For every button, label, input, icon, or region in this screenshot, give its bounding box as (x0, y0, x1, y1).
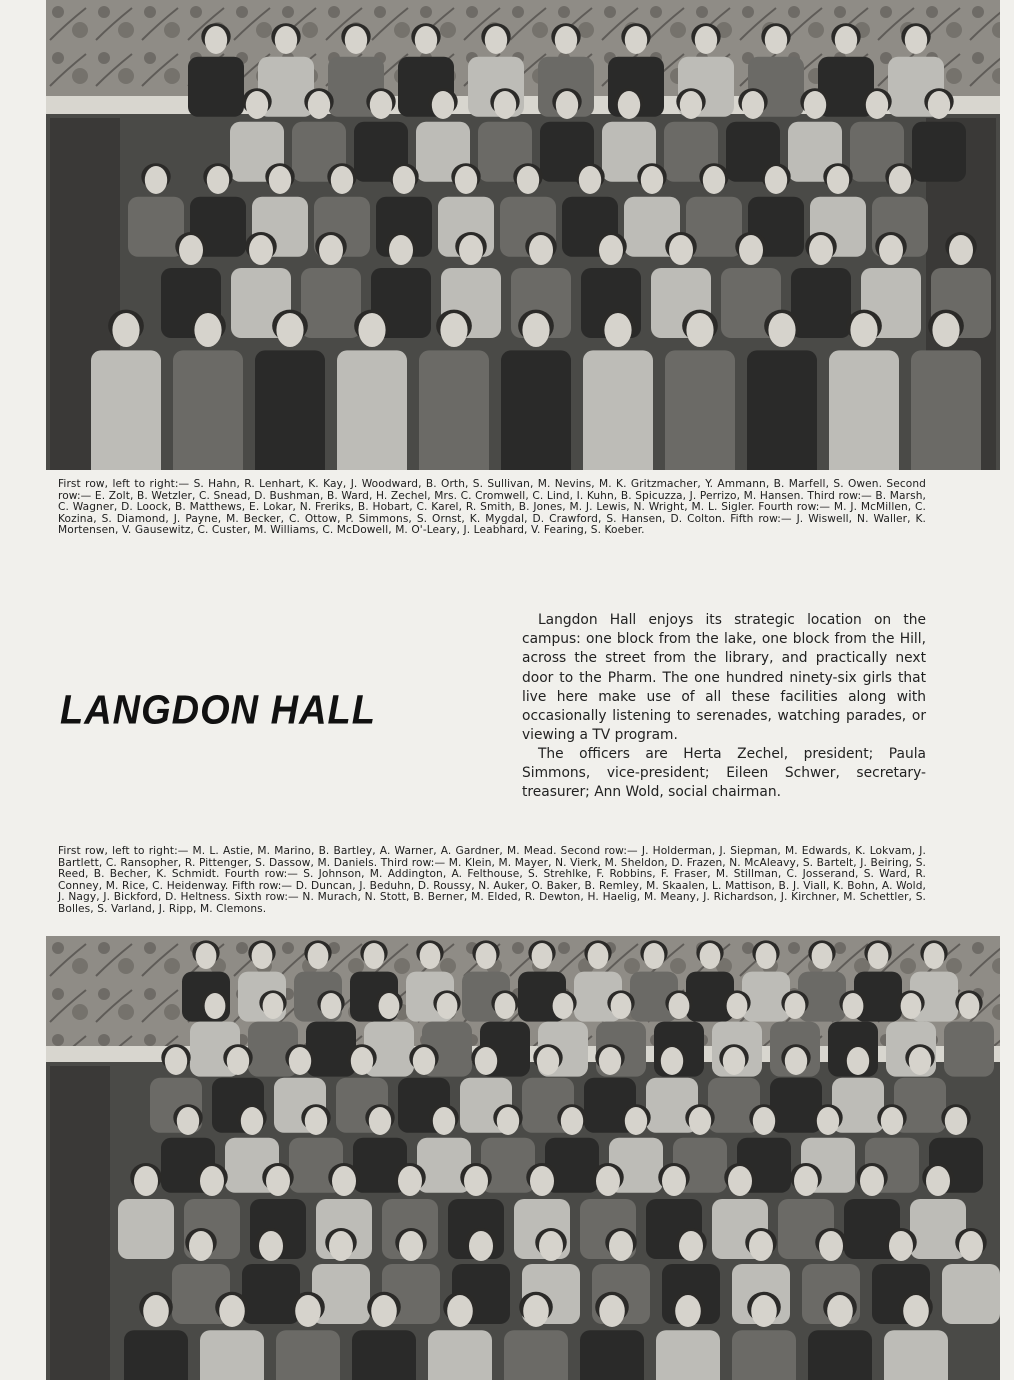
person-face (351, 1047, 373, 1075)
person-body (188, 57, 244, 117)
person-face (134, 1166, 158, 1196)
person-face (794, 1166, 818, 1196)
person-face (723, 1047, 745, 1075)
person-face (604, 313, 631, 347)
group-photo-bottom (46, 936, 1000, 1380)
person-face (727, 993, 748, 1019)
person-face (241, 1107, 263, 1135)
person-face (785, 1047, 807, 1075)
person-face (618, 91, 640, 119)
person-face (835, 26, 857, 54)
person-face (556, 91, 578, 119)
person-body (944, 1022, 994, 1077)
person-face (695, 26, 717, 54)
person-face (329, 1231, 353, 1261)
person-face (804, 91, 826, 119)
person-body (742, 972, 790, 1022)
person-face (669, 993, 690, 1019)
person-body (501, 350, 571, 470)
person-face (611, 993, 632, 1019)
person-face (679, 1231, 703, 1261)
person-body (200, 1330, 264, 1380)
person-face (289, 1047, 311, 1075)
person-face (530, 1166, 554, 1196)
person-face (532, 943, 553, 969)
person-face (219, 1295, 245, 1327)
person-face (765, 26, 787, 54)
person-face (703, 166, 725, 194)
person-face (413, 1047, 435, 1075)
person-body (829, 350, 899, 470)
person-face (319, 235, 343, 265)
person-face (295, 1295, 321, 1327)
person-face (749, 1231, 773, 1261)
person-face (827, 166, 849, 194)
person-face (949, 235, 973, 265)
person-face (686, 313, 713, 347)
person-face (321, 993, 342, 1019)
person-face (819, 1231, 843, 1261)
person-face (537, 1047, 559, 1075)
person-face (561, 1107, 583, 1135)
person-face (179, 235, 203, 265)
person-face (609, 1231, 633, 1261)
person-face (358, 313, 385, 347)
person-face (812, 943, 833, 969)
group-photo-top (46, 0, 1000, 470)
person-face (469, 1231, 493, 1261)
person-face (959, 1231, 983, 1261)
person-face (143, 1295, 169, 1327)
person-face (459, 235, 483, 265)
person-face (379, 993, 400, 1019)
person-face (308, 943, 329, 969)
person-face (269, 166, 291, 194)
person-face (252, 943, 273, 969)
person-face (599, 1047, 621, 1075)
person-body (732, 1330, 796, 1380)
person-body (665, 350, 735, 470)
person-face (437, 993, 458, 1019)
person-face (196, 943, 217, 969)
person-face (259, 1231, 283, 1261)
person-body (770, 1078, 822, 1133)
person-face (276, 313, 303, 347)
person-face (420, 943, 441, 969)
person-face (641, 166, 663, 194)
person-body (884, 1330, 948, 1380)
person-face (145, 166, 167, 194)
person-face (275, 26, 297, 54)
person-face (475, 1047, 497, 1075)
person-face (331, 166, 353, 194)
person-face (847, 1047, 869, 1075)
person-face (227, 1047, 249, 1075)
person-body (352, 1330, 416, 1380)
person-face (817, 1107, 839, 1135)
person-body (428, 1330, 492, 1380)
person-face (177, 1107, 199, 1135)
person-face (680, 91, 702, 119)
person-face (205, 993, 226, 1019)
person-body (173, 350, 243, 470)
person-face (889, 166, 911, 194)
person-face (332, 1166, 356, 1196)
person-face (189, 1231, 213, 1261)
person-face (207, 166, 229, 194)
person-face (517, 166, 539, 194)
person-face (371, 1295, 397, 1327)
person-face (455, 166, 477, 194)
person-body (910, 1199, 966, 1259)
person-face (901, 993, 922, 1019)
person-face (625, 26, 647, 54)
person-body (791, 268, 851, 338)
person-face (522, 313, 549, 347)
person-face (675, 1295, 701, 1327)
person-face (785, 993, 806, 1019)
person-face (868, 943, 889, 969)
person-face (756, 943, 777, 969)
person-face (661, 1047, 683, 1075)
person-face (529, 235, 553, 265)
person-face (932, 313, 959, 347)
person-body (124, 1330, 188, 1380)
person-face (669, 235, 693, 265)
person-face (495, 993, 516, 1019)
photo-caption-bottom: First row, left to right:— M. L. Astie, M. Marino, B. Bartley, A. Warner, A. Gardner, M. Mead. Second row:— J. Holderman, J. Siepman, M. Edwards, K. Lokvam, J. Bartlett, C. Ransopher, R. Pittenger, S. Dassow, M. Daniels. Third row:— M. Klein, M. Mayer, N. Vierk, M. Sheldon, D. Frazen, N. McAleavy, S. Bartelt, J. Beiring, S. Reed, B. Becher, K. Schmidt. Fourth row:— S. Johnson, M. Addington, A. Felthouse, S. Strehlke, F. Robbins, F. Fraser, M. Stillman, C. Josserand, S. Ward, R. Conney, M. Rice, C. Heidenway. Fifth row:— D. Duncan, J. Beduhn, D. Roussy, N. Auker, O. Baker, B. Remley, M. Skaalen, L. Mattison, B. J. Viall, K. Bohn, A. Wold, J. Nagy, J. Bickford, D. Heltness. Sixth row:— N. Murach, N. Stott, B. Berner, M. Elded, R. Dewton, H. Haelig, M. Meany, J. Richardson, J. Kirchner, M. Schettler, S. Bolles, S. Varland, J. Ripp, M. Clemons. (58, 845, 926, 915)
person-face (903, 1295, 929, 1327)
person-face (447, 1295, 473, 1327)
person-face (440, 313, 467, 347)
person-body (91, 350, 161, 470)
person-face (345, 26, 367, 54)
person-body (255, 350, 325, 470)
person-face (200, 1166, 224, 1196)
person-face (464, 1166, 488, 1196)
person-face (165, 1047, 187, 1075)
person-face (596, 1166, 620, 1196)
person-face (433, 1107, 455, 1135)
person-face (945, 1107, 967, 1135)
person-body (301, 268, 361, 338)
person-face (860, 1166, 884, 1196)
person-face (625, 1107, 647, 1135)
person-face (909, 1047, 931, 1075)
person-face (768, 313, 795, 347)
person-face (881, 1107, 903, 1135)
person-face (399, 1231, 423, 1261)
person-face (523, 1295, 549, 1327)
person-face (308, 91, 330, 119)
person-body (118, 1199, 174, 1259)
person-face (644, 943, 665, 969)
person-face (662, 1166, 686, 1196)
person-face (765, 166, 787, 194)
person-body (911, 350, 981, 470)
person-face (369, 1107, 391, 1135)
person-body (912, 122, 966, 182)
person-face (843, 993, 864, 1019)
person-face (389, 235, 413, 265)
person-face (112, 313, 139, 347)
person-body (242, 1264, 300, 1324)
person-face (905, 26, 927, 54)
person-face (249, 235, 273, 265)
person-body (504, 1330, 568, 1380)
person-face (370, 91, 392, 119)
person-face (494, 91, 516, 119)
person-face (751, 1295, 777, 1327)
person-face (579, 166, 601, 194)
person-body (276, 1330, 340, 1380)
person-face (866, 91, 888, 119)
photo-caption-top: First row, left to right:— S. Hahn, R. Lenhart, K. Kay, J. Woodward, B. Orth, S. Sullivan, M. Nevins, M. K. Gritzmacher, Y. Ammann, B. Marfell, S. Owen. Second row:— E. Zolt, B. Wetzler, C. Snead, D. Bushman, B. Ward, H. Zechel, Mrs. C. Cromwell, C. Lind, I. Kuhn, B. Spicuzza, J. Perrizo, M. Hansen. Third row:— B. Marsh, C. Wagner, D. Loock, B. Matthews, E. Lokar, N. Freriks, B. Hobart, C. Karel, R. Smith, B. Jones, M. J. Lewis, N. Wright, M. L. Sigler. Fourth row:— M. J. McMillen, C. Kozina, S. Diamond, J. Payne, M. Becker, C. Ottow, P. Simmons, S. Ornst, K. Mygdal, D. Crawford, S. Hansen, D. Colton. Fifth row:— J. Wiswell, N. Waller, K. Mortensen, V. Gausewitz, C. Custer, M. Williams, C. McDowell, M. O'-Leary, J. Leabhard, V. Fearing, S. Koeber. (58, 478, 926, 537)
person-face (689, 1107, 711, 1135)
person-face (476, 943, 497, 969)
person-body (337, 350, 407, 470)
person-face (432, 91, 454, 119)
person-face (398, 1166, 422, 1196)
person-face (194, 313, 221, 347)
person-face (263, 993, 284, 1019)
group-photo-icon (46, 0, 1000, 470)
person-body (656, 1330, 720, 1380)
person-face (926, 1166, 950, 1196)
person-face (305, 1107, 327, 1135)
person-body (747, 350, 817, 470)
person-body (942, 1264, 1000, 1324)
person-face (588, 943, 609, 969)
person-face (555, 26, 577, 54)
person-body (808, 1330, 872, 1380)
person-face (959, 993, 980, 1019)
person-face (539, 1231, 563, 1261)
body-paragraph: Langdon Hall enjoys its strategic location on the campus: one block from the lake, one block from the Hill, across the street from the library, and practically next door to the Pharm. The one hundred ninety-six girls that live here make use of all these facilities along with occasionally listening to serenades, watching parades, or viewing a TV program. (522, 612, 926, 744)
person-body (419, 350, 489, 470)
person-face (415, 26, 437, 54)
person-face (246, 91, 268, 119)
person-face (850, 313, 877, 347)
person-face (739, 235, 763, 265)
person-face (393, 166, 415, 194)
person-face (753, 1107, 775, 1135)
person-face (924, 943, 945, 969)
person-body (306, 1022, 356, 1077)
person-face (497, 1107, 519, 1135)
person-face (700, 943, 721, 969)
person-face (553, 993, 574, 1019)
person-face (809, 235, 833, 265)
person-face (205, 26, 227, 54)
body-paragraph: The officers are Herta Zechel, president; Paula Simmons, vice-president; Eileen Schwer, secretary-treasurer; Ann Wold, social chairman. (522, 746, 926, 801)
person-face (928, 91, 950, 119)
page-title: LANGDON HALL (60, 688, 376, 734)
person-face (879, 235, 903, 265)
person-face (266, 1166, 290, 1196)
person-face (742, 91, 764, 119)
person-face (827, 1295, 853, 1327)
person-body (580, 1330, 644, 1380)
person-face (485, 26, 507, 54)
person-face (728, 1166, 752, 1196)
group-photo-icon (46, 936, 1000, 1380)
person-face (889, 1231, 913, 1261)
person-face (599, 235, 623, 265)
person-face (364, 943, 385, 969)
person-body (583, 350, 653, 470)
person-face (599, 1295, 625, 1327)
